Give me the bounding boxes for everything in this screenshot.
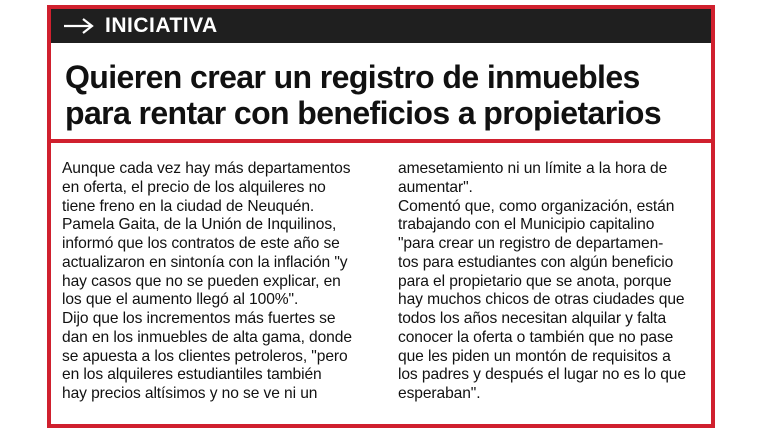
headline-line: Quieren crear un registro de inmuebles — [65, 59, 640, 95]
body-column-right — [398, 160, 708, 404]
body-line: hay casos que no se pueden explicar, en — [62, 272, 341, 290]
body-line: trabajando con el Municipio capitalino — [398, 216, 655, 234]
body-line: Pamela Gaita, de la Unión de Inquilinos, — [62, 216, 337, 234]
article-headline — [65, 59, 703, 131]
body-line: "para crear un registro de departamen- — [398, 235, 664, 252]
body-line: hay muchos chicos de otras ciudades que — [398, 291, 685, 309]
body-line: tiene freno en la ciudad de Neuquén. — [62, 197, 315, 215]
body-line: conocer la oferta o también que no pase — [398, 328, 674, 346]
body-line: Dijo que los incrementos más fuertes se — [62, 310, 336, 327]
body-line: amesetamiento ni un límite a la hora de — [398, 160, 668, 177]
body-line: todos los años necesitan alquilar y falta — [398, 310, 667, 327]
body-line: Comentó que, como organización, están — [398, 197, 675, 215]
body-column-left — [62, 160, 377, 404]
body-line: los padres y después el lugar no es lo que — [398, 366, 686, 384]
kicker-bar — [51, 9, 711, 43]
body-line: para el propietario que se anota, porque — [398, 272, 672, 290]
body-line: aumentar". — [398, 178, 473, 196]
body-line: tos para estudiantes con algún beneficio — [398, 253, 674, 271]
headline-line: para rentar con beneficios a propietarios — [65, 95, 662, 131]
body-line: esperaban". — [398, 385, 481, 402]
body-line: dan en los inmuebles de alta gama, donde — [62, 328, 352, 346]
arrow-right-icon — [63, 16, 97, 36]
body-line: actualizaron en sintonía con la inflación "y — [62, 253, 348, 271]
body-line: hay precios altísimos y no se ve ni un — [62, 385, 318, 402]
body-line: los que el aumento llegó al 100%". — [62, 291, 299, 309]
body-line: Aunque cada vez hay más departamentos — [62, 160, 351, 177]
article-frame — [47, 5, 715, 428]
body-line: en los alquileres estudiantiles también — [62, 366, 322, 384]
body-line: informó que los contratos de este año se — [62, 235, 340, 252]
body-line: que les piden un montón de requisitos a — [398, 347, 671, 365]
headline-divider — [51, 139, 711, 143]
body-line: en oferta, el precio de los alquileres no — [62, 178, 326, 196]
section-kicker: INICIATIVA — [105, 14, 218, 37]
body-line: se apuesta a los clientes petroleros, "pero — [62, 347, 348, 365]
